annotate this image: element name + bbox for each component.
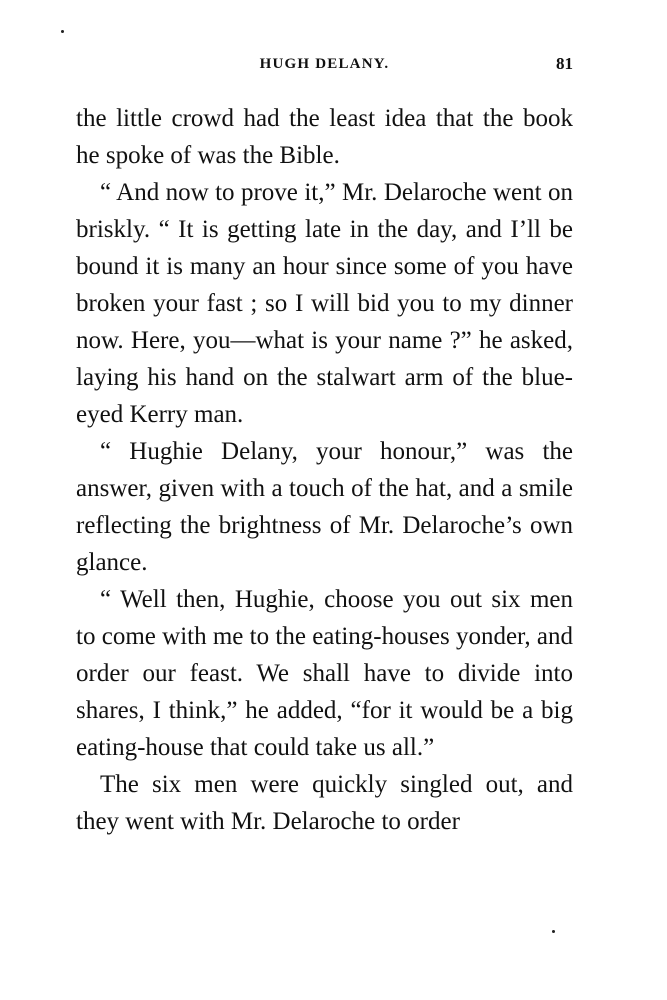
paragraph: “ And now to prove it,” Mr. Delaroche went on briskly. “ It is getting late in the day, and I’ll be bound it is many an hour since some of you have broken your fast ; so I will bid you to my dinner now. Here, you—what is your name ?” he asked, laying his hand on the stalwart arm of the blue-eyed Kerry man. [76,179,573,428]
page-number: 81 [556,54,573,73]
paragraph-continued: the little crowd had the least idea that the book he spoke of was the Bible. [76,105,573,169]
print-speck [552,930,555,933]
running-title: HUGH DELANY. [259,56,390,72]
paragraph: The six men were quickly singled out, and they went with Mr. Delaroche to order [76,771,573,835]
running-head [76,54,573,78]
print-speck [61,30,64,33]
body-text [76,100,573,840]
paragraph: “ Hughie Delany, your honour,” was the answer, given with a touch of the hat, and a smile reflecting the brightness of Mr. Delaroche’s own glance. [76,438,573,576]
paragraph: “ Well then, Hughie, choose you out six men to come with me to the eating-houses yonder, and order our feast. We shall have to divide into shares, I think,” he added, “for it would be a big eating-house that could take us all.” [76,586,573,761]
